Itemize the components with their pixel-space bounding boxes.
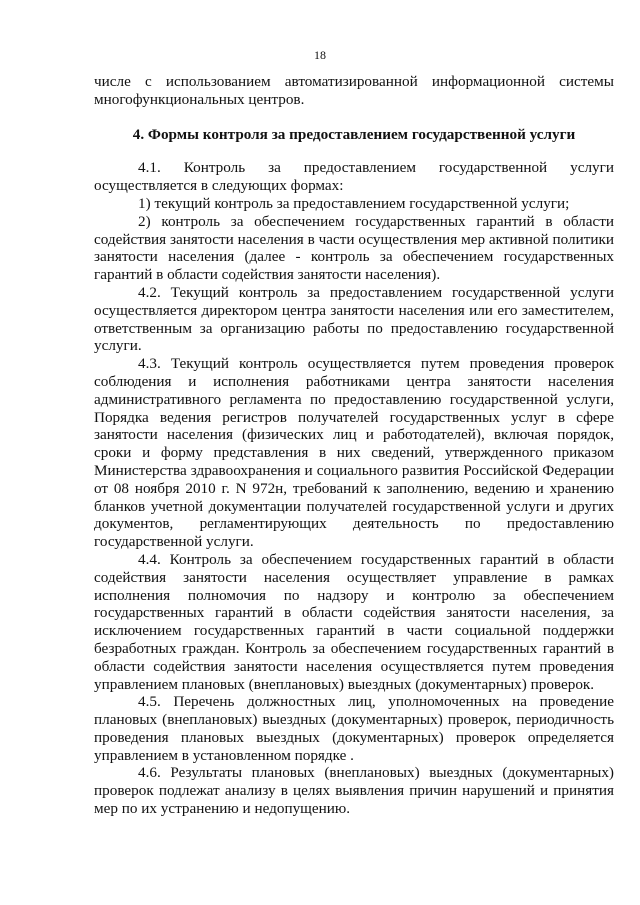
paragraph-4-5: 4.5. Перечень должностных лиц, уполномоченных на проведение плановых (внеплановых) выездных (документарных) проверок, периодичность проведения плановых выездных (документарных) проверок определяется управлением в установленном порядке .: [94, 693, 614, 764]
paragraph-4-2: 4.2. Текущий контроль за предоставлением государственной услуги осуществляется директором центра занятости населения или его заместителем, ответственным за организацию работы по предоставлению государственной услуги.: [94, 283, 614, 355]
paragraph-4-3: 4.3. Текущий контроль осуществляется путем проведения проверок соблюдения и исполнения работниками центра занятости населения административного регламента по предоставлению государственной услуги, Порядка ведения регистров получателей государственных услуг в сфере занятости населения (физических лиц и работодателей), включая порядок, сроки и форму представления в них сведений, утвержденного приказом Министерства здравоохранения и социального развития Российской Федерации от 08 ноября 2010 г. N 972н, требований к заполнению, ведению и хранению бланков учетной документации получателей государственной услуги и других документов, регламентирующих деятельность по предоставлению государственной услуги.: [94, 355, 614, 551]
paragraph-4-1: 4.1. Контроль за предоставлением государственной услуги осуществляется в следующих формах:: [94, 159, 614, 195]
paragraph-4-4: 4.4. Контроль за обеспечением государственных гарантий в области содействия занятости населения осуществляет управление в рамках исполнения полномочия по надзору и контролю за обеспечением государственных гарантий в области содействия занятости населения, за исключением государственных гарантий в части социальной поддержки безработных граждан. Контроль за обеспечением государственных гарантий в области содействия занятости населения осуществляется путем проведения управлением плановых (внеплановых) выездных (документарных) проверок.: [94, 550, 614, 693]
paragraph-4-6: 4.6. Результаты плановых (внеплановых) выездных (документарных) проверок подлежат анализу в целях выявления причин нарушений и принятия мер по их устранению и недопущению.: [94, 764, 614, 818]
continuation-paragraph: числе с использованием автоматизированной информационной системы многофункциональных центров.: [94, 73, 614, 108]
list-item-1: 1) текущий контроль за предоставлением государственной услуги;: [138, 194, 570, 212]
list-item-2: 2) контроль за обеспечением государственных гарантий в области содействия занятости населения в части осуществления мер активной политики занятости населения (далее - контроль за обеспечением государственных гарантий в области содействия занятости населения).: [94, 212, 614, 284]
page-number: 18: [314, 48, 326, 62]
section-heading: 4. Формы контроля за предоставлением государственной услуги: [132, 125, 576, 143]
document-body: [94, 73, 614, 818]
